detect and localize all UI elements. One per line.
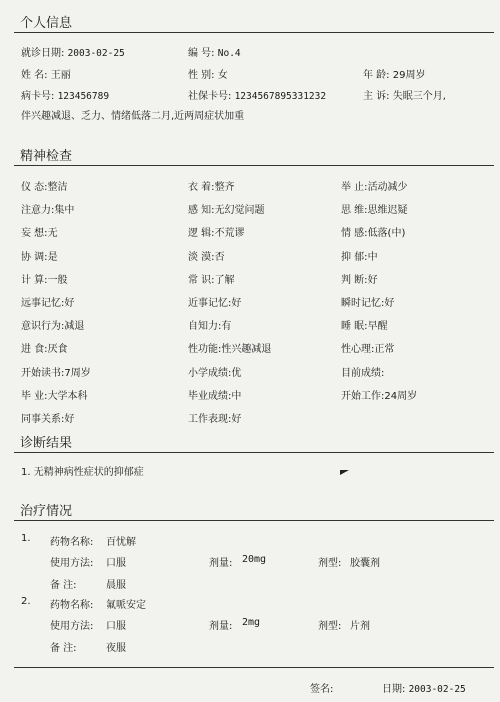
mental-exam-item [188,248,225,263]
mental-exam-item [21,201,74,216]
mental-exam-item [188,340,271,355]
divider [14,452,494,453]
complaint-row [363,87,446,102]
visit-date-row [21,44,125,59]
mental-exam-value: 24周岁 [384,390,418,402]
mental-exam-value: 低落(中) [367,228,406,240]
med-use-label: 使用方法: [50,558,94,569]
card-row [21,87,109,102]
mental-exam-label: 近事记忆: [188,298,232,309]
footer-date-label: 日期: [382,684,406,695]
mental-exam-item [21,364,91,379]
mental-exam-label: 思 维: [341,205,368,217]
section-title-personal: 个人信息 [20,16,73,31]
med-form-label: 剂型: [318,621,342,632]
age-row [363,66,425,81]
mental-exam-value: 思维迟疑 [367,205,408,217]
med-number: 2. [21,596,31,607]
mental-exam-value: 好 [231,298,242,309]
divider [14,165,494,166]
divider [14,32,494,33]
mental-exam-item [188,364,241,379]
name-value: 王丽 [50,70,71,81]
med-use: 口服 [106,621,126,632]
mental-exam-item [188,201,265,216]
insurance-row [188,87,326,102]
mental-exam-label: 逻 辑: [188,228,215,240]
complaint-value: 失眠三个月, [392,91,446,102]
mental-exam-label: 目前成绩: [341,367,385,379]
card-label: 病卡号: [21,91,55,102]
mental-exam-label: 开始读书: [21,367,65,379]
mental-exam-item [341,317,388,332]
mental-exam-label: 性心理: [341,344,375,356]
mental-exam-item [188,294,241,309]
mental-exam-label: 注意力: [21,205,55,217]
med-form: 片剂 [350,621,370,632]
mental-exam-label: 瞬时记忆: [341,298,385,309]
mental-exam-label: 衣 着: [188,182,215,193]
mental-exam-value: 是 [47,251,58,263]
visit-date-value: 2003-02-25 [67,48,125,59]
mental-exam-label: 情 感: [341,228,368,240]
mental-exam-item [341,340,394,355]
sex-row [188,66,228,81]
mental-exam-label: 毕 业: [21,390,48,402]
age-value: 29周岁 [392,70,426,81]
diagnosis-item: 1. 无精神病性症状的抑郁症 [21,467,144,478]
mental-exam-value: 否 [214,251,225,263]
sex-value: 女 [217,70,228,81]
section-title-mental: 精神检查 [20,149,73,164]
mental-exam-value: 减退 [64,321,85,333]
mental-exam-item [341,224,405,239]
med-note-label: 备 注: [50,643,77,654]
mental-exam-item [21,317,84,332]
mental-exam-value: 中 [231,390,242,402]
mental-exam-label: 毕业成绩: [188,390,232,402]
mental-exam-label: 协 调: [21,251,48,263]
mental-exam-value: 无 [47,228,58,240]
mental-exam-label: 淡 漠: [188,251,215,263]
number-row [188,44,241,59]
mental-exam-label: 同事关系: [21,414,65,425]
mental-exam-value: 整洁 [47,182,68,193]
mental-exam-item [21,178,68,193]
med-dose: 20mg [242,554,267,565]
number-value: No.4 [217,48,241,59]
footer-date [382,680,466,695]
mental-exam-item [21,294,74,309]
mental-exam-label: 开始工作: [341,390,385,402]
mental-exam-label: 举 止: [341,182,368,193]
mental-exam-item [341,364,384,379]
mental-exam-item [188,387,241,402]
visit-date-label: 就诊日期: [21,48,65,59]
mental-exam-value: 早醒 [367,321,388,333]
mental-exam-value: 大学本科 [47,390,88,402]
med-name-label: 药物名称: [50,537,94,548]
mental-exam-value: 性兴趣减退 [221,344,272,356]
mental-exam-value: 有 [221,321,232,333]
mental-exam-value: 好 [367,274,378,286]
mental-exam-label: 仪 态: [21,182,48,193]
name-label: 姓 名: [21,70,48,81]
mental-exam-item [188,410,241,425]
med-name: 百忧解 [106,537,136,548]
mental-exam-item [21,340,68,355]
mental-exam-item [188,224,245,239]
mental-exam-value: 好 [64,298,75,309]
med-form-label: 剂型: [318,558,342,569]
med-number: 1. [21,533,31,544]
med-dose-label: 剂量: [209,558,233,569]
mental-exam-label: 常 识: [188,274,215,286]
mental-exam-value: 不荒谬 [214,228,245,240]
mental-exam-item [21,387,88,402]
mental-exam-value: 7周岁 [64,367,91,379]
section-title-treatment: 治疗情况 [20,504,73,519]
sex-label: 性 别: [188,70,215,81]
mental-exam-label: 小学成绩: [188,367,232,379]
mental-exam-value: 好 [231,414,242,425]
mental-exam-item [341,201,408,216]
mental-exam-value: 好 [384,298,395,309]
med-note-label: 备 注: [50,580,77,591]
mental-exam-label: 意识行为: [21,321,65,333]
footer-date-value: 2003-02-25 [408,684,466,695]
complaint-label: 主 诉: [363,91,390,102]
age-label: 年 龄: [363,70,390,81]
med-use: 口服 [106,558,126,569]
card-value: 123456789 [57,91,110,102]
med-name: 氟哌安定 [106,600,146,611]
med-note: 晨服 [106,580,126,591]
name-row [21,66,71,81]
mental-exam-value: 活动减少 [367,182,408,193]
mental-exam-item [21,410,74,425]
mental-exam-item [188,271,235,286]
med-dose: 2mg [242,617,261,628]
mental-exam-label: 妄 想: [21,228,48,240]
mental-exam-value: 厌食 [47,344,68,356]
mental-exam-item [21,271,68,286]
mental-exam-label: 性功能: [188,344,222,356]
mental-exam-value: 了解 [214,274,235,286]
insurance-label: 社保卡号: [188,91,232,102]
mental-exam-label: 远事记忆: [21,298,65,309]
mental-exam-item [188,178,235,193]
mental-exam-value: 正常 [374,344,395,356]
med-dose-label: 剂量: [209,621,233,632]
mental-exam-label: 自知力: [188,321,222,333]
mental-exam-value: 整齐 [214,182,235,193]
mental-exam-value: 集中 [54,205,75,217]
mental-exam-item [21,224,58,239]
scan-mark [340,470,349,475]
divider [14,520,494,521]
complaint-continuation: 伴兴趣减退、乏力、情绪低落二月,近两周症状加重 [21,111,245,122]
mental-exam-item [341,178,408,193]
mental-exam-label: 抑 郁: [341,251,368,263]
mental-exam-item [188,317,231,332]
number-label: 编 号: [188,48,215,59]
signature-label: 签名: [310,684,334,695]
mental-exam-item [341,387,417,402]
med-use-label: 使用方法: [50,621,94,632]
mental-exam-label: 判 断: [341,274,368,286]
insurance-value: 1234567895331232 [234,91,327,102]
mental-exam-value: 一般 [47,274,68,286]
med-name-label: 药物名称: [50,600,94,611]
mental-exam-label: 感 知: [188,205,215,217]
mental-exam-label: 进 食: [21,344,48,356]
divider [14,667,494,668]
section-title-diagnosis: 诊断结果 [20,436,73,451]
mental-exam-value: 无幻觉问题 [214,205,265,217]
mental-exam-label: 计 算: [21,274,48,286]
med-note: 夜服 [106,643,126,654]
mental-exam-item [341,271,378,286]
mental-exam-value: 好 [64,414,75,425]
mental-exam-item [21,248,58,263]
mental-exam-item [341,248,378,263]
mental-exam-item [341,294,394,309]
med-form: 胶囊剂 [350,558,380,569]
mental-exam-value: 优 [231,367,242,379]
mental-exam-label: 工作表现: [188,414,232,425]
mental-exam-label: 睡 眠: [341,321,368,333]
mental-exam-value: 中 [367,251,378,263]
